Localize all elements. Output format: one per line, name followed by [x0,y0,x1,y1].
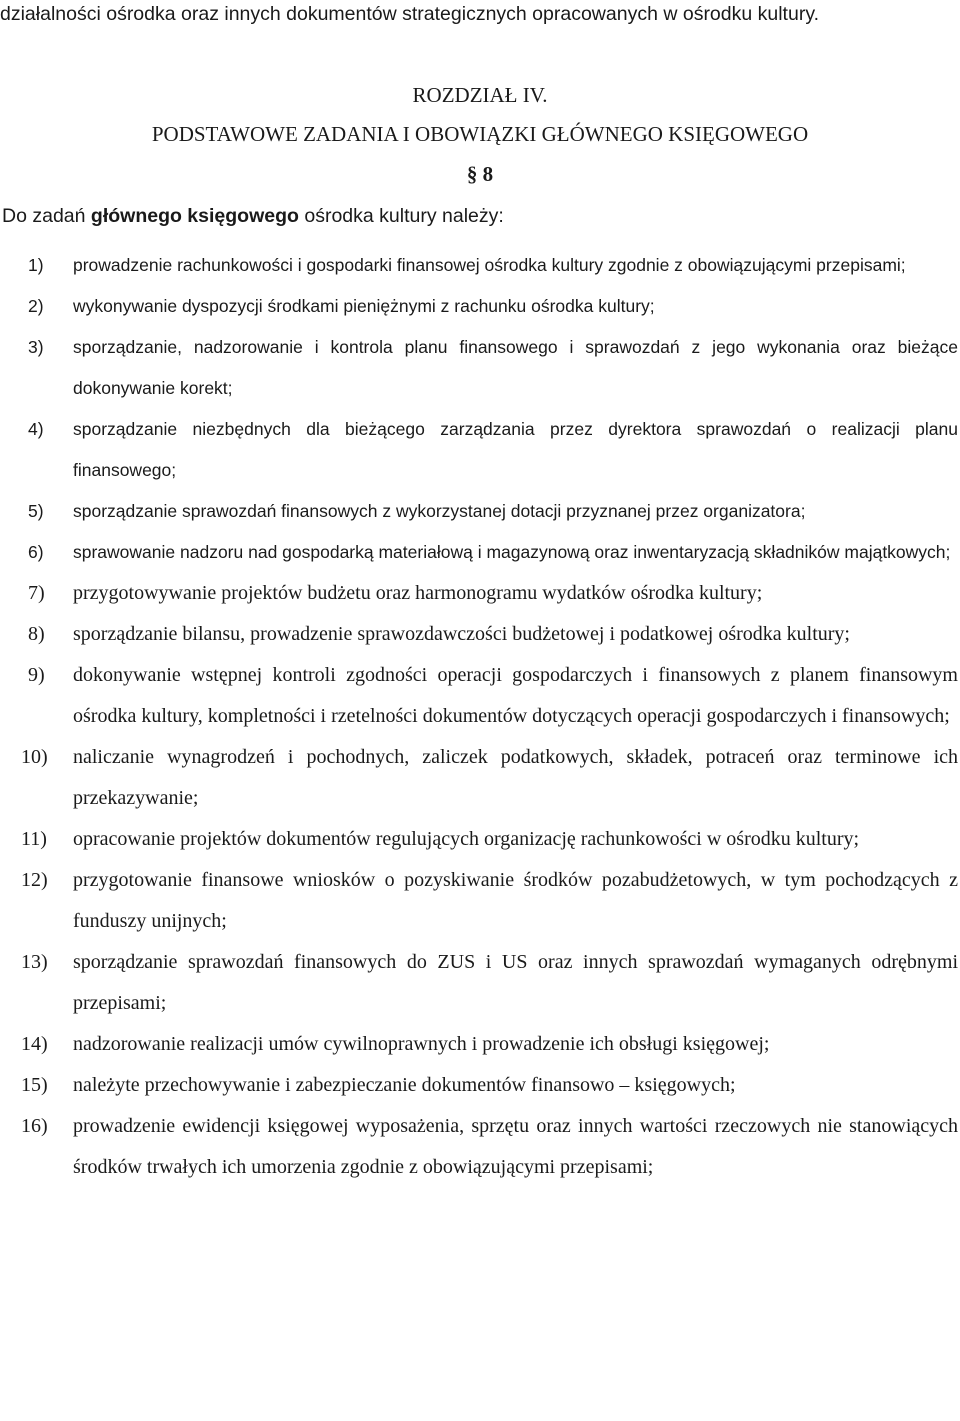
list-item [0,286,960,327]
list-item [0,1024,960,1065]
item-number: 16) [21,1115,48,1137]
item-number: 8) [28,623,45,645]
item-text: sporządzanie, nadzorowanie i kontrola planu finansowego i sprawozdań z jego wykonania oraz bieżące dokonywanie korekt; [73,337,958,398]
list-item [0,942,960,1024]
item-text: dokonywanie wstępnej kontroli zgodności operacji gospodarczych i finansowych z planem finansowym ośrodka kultury, kompletności i rzetelności dokumentów dotyczących operacji gospodarczych i finansowych; [73,664,958,727]
item-text: sprawowanie nadzoru nad gospodarką materiałową i magazynową oraz inwentaryzacją składników majątkowych; [73,542,951,562]
list-item [0,245,960,286]
item-text: sporządzanie niezbędnych dla bieżącego zarządzania przez dyrektora sprawozdań o realizacji planu finansowego; [73,419,958,480]
item-number: 9) [28,664,45,686]
item-text: prowadzenie rachunkowości i gospodarki finansowej ośrodka kultury zgodnie z obowiązującymi przepisami; [73,255,906,275]
item-number: 2) [28,296,44,316]
paragraph-label: § 8 [466,162,494,186]
item-text: należyte przechowywanie i zabezpieczanie dokumentów finansowo – księgowych; [73,1074,736,1096]
list-item [0,573,960,614]
list-item [0,1065,960,1106]
list-item [0,860,960,942]
list-item [0,819,960,860]
item-number: 1) [28,255,44,275]
chapter-number: ROZDZIAŁ IV. [412,83,548,107]
lead-suffix: ośrodka kultury należy: [298,205,504,227]
item-text: naliczanie wynagrodzeń i pochodnych, zaliczek podatkowych, składek, potraceń oraz terminowe ich przekazywanie; [73,746,958,809]
item-text: przygotowywanie projektów budżetu oraz harmonogramu wydatków ośrodka kultury; [73,582,763,604]
lead-prefix: Do zadań [2,205,91,227]
list-item [0,737,960,819]
item-number: 5) [28,501,44,521]
lead-bold: głównego księgowego [90,205,299,227]
list-item [0,614,960,655]
item-number: 14) [21,1033,48,1055]
list-item [0,655,960,737]
item-number: 15) [21,1074,48,1096]
lead-sentence [2,204,960,228]
item-number: 3) [28,337,44,357]
item-number: 7) [28,582,45,604]
item-text: prowadzenie ewidencji księgowej wyposażenia, sprzętu oraz innych wartości rzeczowych nie stanowiących środków trwałych ich umorzenia zgodnie z obowiązującymi przepisami; [73,1115,958,1178]
list-item [0,1106,960,1188]
item-text: opracowanie projektów dokumentów regulujących organizację rachunkowości w ośrodku kultury; [73,828,860,850]
list-item [0,532,960,573]
list-item [0,409,960,491]
chapter-title: PODSTAWOWE ZADANIA I OBOWIĄZKI GŁÓWNEGO KSIĘGOWEGO [151,122,809,146]
list-item [0,327,960,409]
list-item [0,491,960,532]
item-number: 6) [28,542,44,562]
item-text: przygotowanie finansowe wniosków o pozyskiwanie środków pozabudżetowych, w tym pochodzących z funduszy unijnych; [73,869,958,932]
item-number: 11) [21,828,47,850]
item-text: sporządzanie sprawozdań finansowych do ZUS i US oraz innych sprawozdań wymaganych odrębnymi przepisami; [73,951,958,1014]
item-text: nadzorowanie realizacji umów cywilnoprawnych i prowadzenie ich obsługi księgowej; [73,1033,770,1055]
item-number: 4) [28,419,44,439]
item-number: 12) [21,869,48,891]
item-text: wykonywanie dyspozycji środkami pieniężnymi z rachunku ośrodka kultury; [73,296,655,316]
duties-list [0,245,960,1188]
intro-text: działalności ośrodka oraz innych dokumentów strategicznych opracowanych w ośrodku kultury. [0,3,820,25]
item-text: sporządzanie bilansu, prowadzenie sprawozdawczości budżetowej i podatkowej ośrodka kultury; [73,623,850,645]
item-text: sporządzanie sprawozdań finansowych z wykorzystanej dotacji przyznanej przez organizatora; [73,501,806,521]
item-number: 13) [21,951,48,973]
item-number: 10) [21,746,48,768]
